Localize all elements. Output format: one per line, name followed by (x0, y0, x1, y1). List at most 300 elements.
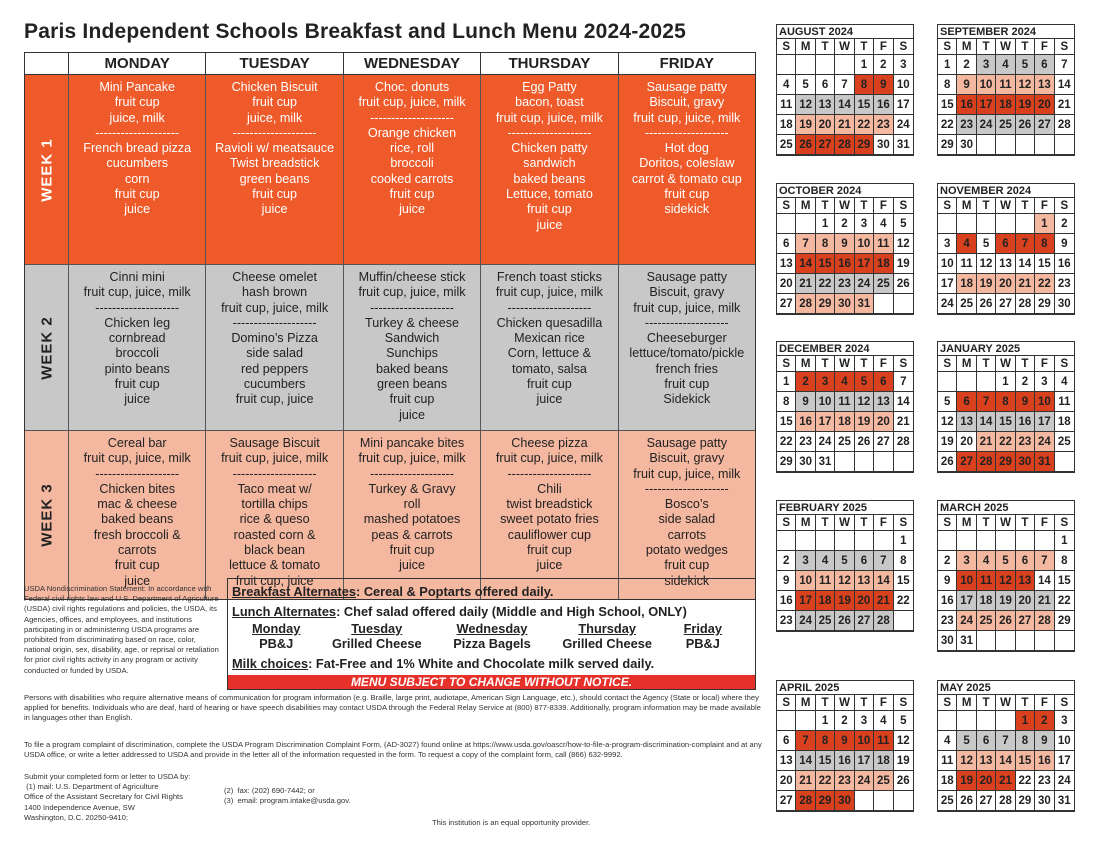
menu-cell (619, 75, 755, 264)
menu-item: fruit cup, juice, milk (83, 451, 191, 466)
calendar-day (816, 531, 835, 551)
month-name: APRIL 2025 (777, 681, 913, 695)
menu-item: juice (261, 202, 288, 217)
month-grid (938, 695, 1074, 811)
menu-item: mashed potatoes (363, 512, 461, 527)
menu-item: rice & queso (239, 512, 310, 527)
week-label (25, 75, 69, 264)
alt-day-friday (684, 621, 722, 651)
weekday-header: T (977, 695, 996, 711)
menu-item: fruit cup, juice, milk (495, 110, 603, 125)
submit-line: Washington, D.C. 20250-9410; (24, 812, 128, 822)
week-label-text: WEEK 2 (38, 315, 55, 380)
calendar-day: 29 (1055, 611, 1074, 631)
calendar-day: 27 (777, 294, 796, 314)
calendar-day: 11 (996, 75, 1015, 95)
calendar-day: 18 (874, 254, 893, 274)
calendar-day: 23 (1035, 771, 1054, 791)
menu-item: Sausage patty (646, 80, 728, 94)
menu-item: Choc. donuts (374, 80, 450, 94)
weekday-header: W (996, 356, 1015, 372)
calendar-day: 8 (816, 234, 835, 254)
weekday-header: S (777, 695, 796, 711)
calendar-day: 30 (1055, 294, 1074, 314)
milk-choices (232, 656, 654, 671)
calendar-day: 21 (796, 274, 815, 294)
month-calendar (937, 183, 1075, 315)
menu-item: fruit cup, juice, milk (633, 300, 741, 315)
calendar-day: 2 (957, 55, 976, 75)
weekday-header: T (1016, 39, 1035, 55)
calendar-day: 11 (874, 234, 893, 254)
menu-item: fruit cup (389, 392, 435, 407)
calendar-day: 10 (796, 571, 815, 591)
calendar-day: 5 (855, 372, 874, 392)
month-name: JANUARY 2025 (938, 342, 1074, 356)
calendar-day: 18 (835, 412, 854, 432)
menu-item: Cheeseburger (646, 331, 727, 346)
menu-item: side salad (658, 512, 716, 527)
menu-item: lettuce/tomato/pickle (629, 346, 745, 361)
menu-item: Taco meat w/ (237, 481, 312, 496)
weekday-header: T (977, 515, 996, 531)
calendar-day: 2 (938, 551, 957, 571)
menu-item: Muffin/cheese stick (358, 270, 466, 284)
calendar-day: 10 (855, 731, 874, 751)
weekday-header: S (894, 198, 913, 214)
usda-nondiscrimination-statement: USDA Nondiscrimination Statement: In accordance with Federal civil rights law and U.S. Department of Agriculture (USDA) civil rights regulations and policies, the USDA, its Agencies, offices, and employees, and institutions participating in or administering USDA programs are prohibited from discriminating based on race, color, national origin, sex, disability, age, or reprisal or retaliation for prior civil rights activity in any program or activity conducted or funded by USDA. (24, 584, 219, 675)
weekday-header: W (835, 695, 854, 711)
alt-day-tuesday (332, 621, 422, 651)
page-title: Paris Independent Schools Breakfast and Lunch Menu 2024-2025 (24, 20, 687, 43)
weekday-header: T (816, 39, 835, 55)
weekday-header: T (977, 39, 996, 55)
menu-item: Orange chicken (367, 125, 457, 140)
calendar-day: 25 (835, 432, 854, 452)
weekday-header: M (796, 356, 815, 372)
menu-item: -------------------- (370, 110, 454, 125)
calendar-day: 18 (816, 591, 835, 611)
calendar-day: 31 (1035, 452, 1054, 472)
calendar-day (1055, 452, 1074, 472)
calendar-day: 27 (957, 452, 976, 472)
calendar-day: 15 (996, 412, 1015, 432)
calendar-day: 26 (835, 611, 854, 631)
month-name: FEBRUARY 2025 (777, 501, 913, 515)
calendar-day: 7 (835, 75, 854, 95)
calendar-day: 20 (996, 274, 1015, 294)
calendar-day: 25 (874, 274, 893, 294)
menu-item: sweet potato fries (500, 512, 599, 527)
weekday-header: T (855, 695, 874, 711)
calendar-day: 23 (796, 432, 815, 452)
calendar-day: 7 (874, 551, 893, 571)
calendar-day (977, 214, 996, 234)
calendar-day (957, 214, 976, 234)
menu-item: -------------------- (232, 315, 317, 330)
menu-cell (619, 265, 755, 430)
weekday-header: M (957, 39, 976, 55)
weekday-header: S (777, 515, 796, 531)
week-label-text: WEEK 1 (38, 137, 55, 202)
weekday-header: S (777, 356, 796, 372)
calendar-day: 20 (957, 432, 976, 452)
calendar-day: 21 (796, 771, 815, 791)
calendar-day: 16 (777, 591, 796, 611)
menu-change-notice: MENU SUBJECT TO CHANGE WITHOUT NOTICE. (228, 675, 755, 689)
calendar-day (1055, 631, 1074, 651)
menu-item: -------------------- (507, 300, 592, 315)
submit-line: 1400 Independence Avenue, SW (24, 802, 135, 812)
menu-item: fruit cup (252, 187, 298, 202)
menu-item: peas & carrots (371, 527, 453, 542)
week-label (25, 265, 69, 430)
calendar-day: 4 (835, 372, 854, 392)
menu-item: -------------------- (644, 481, 729, 496)
menu-item: roasted corn & (233, 527, 316, 542)
weekday-header: T (1016, 695, 1035, 711)
calendar-day: 26 (855, 432, 874, 452)
calendar-day (855, 791, 874, 811)
calendar-day: 21 (874, 591, 893, 611)
calendar-day: 3 (855, 214, 874, 234)
month-calendar (776, 24, 914, 156)
weekday-header: S (938, 515, 957, 531)
calendar-day: 6 (957, 392, 976, 412)
menu-item: juice, milk (246, 110, 303, 125)
month-grid (938, 39, 1074, 155)
calendar-day: 12 (938, 412, 957, 432)
calendar-day: 20 (855, 591, 874, 611)
calendar-day: 19 (894, 751, 913, 771)
alt-day-name: Thursday (578, 621, 636, 636)
calendar-day: 15 (816, 751, 835, 771)
lunch-alternates-label: Lunch Alternates (232, 604, 337, 619)
calendar-day: 23 (1016, 432, 1035, 452)
month-name: MARCH 2025 (938, 501, 1074, 515)
calendar-day: 28 (835, 135, 854, 155)
calendar-day: 14 (796, 254, 815, 274)
calendar-day: 20 (777, 274, 796, 294)
calendar-day (996, 135, 1015, 155)
calendar-day: 24 (796, 611, 815, 631)
weekday-header: F (874, 39, 893, 55)
calendar-day: 6 (996, 234, 1015, 254)
weekday-header: W (835, 356, 854, 372)
calendar-day: 31 (894, 135, 913, 155)
calendar-day: 27 (977, 791, 996, 811)
calendar-day: 25 (938, 791, 957, 811)
calendar-day: 6 (874, 372, 893, 392)
calendar-day: 6 (855, 551, 874, 571)
menu-item: black bean (244, 543, 306, 558)
menu-item: fruit cup, juice, milk (495, 285, 603, 300)
weekday-header: S (938, 39, 957, 55)
menu-item: fruit cup, juice, milk (633, 466, 741, 481)
menu-item: fruit cup, juice (235, 573, 314, 588)
email-line: (3) email: program.intake@usda.gov. (224, 796, 351, 806)
menu-item: juice (536, 392, 563, 407)
menu-item: Sausage patty (646, 270, 728, 284)
calendar-day (796, 531, 815, 551)
calendar-day: 27 (996, 294, 1015, 314)
alt-day-item: PB&J (259, 636, 294, 651)
calendar-day: 31 (957, 631, 976, 651)
menu-header-corner (25, 53, 69, 74)
calendar-day: 29 (816, 294, 835, 314)
calendar-day: 13 (777, 751, 796, 771)
calendar-day: 26 (894, 274, 913, 294)
weekday-header: F (874, 695, 893, 711)
menu-item: French toast sticks (496, 270, 602, 284)
menu-item: twist breadstick (506, 497, 593, 512)
menu-item: Chicken Biscuit (231, 80, 318, 94)
calendar-day: 14 (796, 751, 815, 771)
calendar-day (874, 791, 893, 811)
calendar-day: 21 (1016, 274, 1035, 294)
calendar-day (894, 294, 913, 314)
menu-item: Sunchips (386, 346, 438, 361)
weekday-header: T (1016, 356, 1035, 372)
calendar-day: 4 (1055, 372, 1074, 392)
month-grid (777, 198, 913, 314)
calendar-day: 13 (1016, 571, 1035, 591)
calendar-day: 13 (977, 751, 996, 771)
menu-item: cucumbers (106, 156, 168, 171)
calendar-day: 3 (796, 551, 815, 571)
calendar-day: 24 (855, 274, 874, 294)
calendar-day: 26 (894, 771, 913, 791)
calendar-day (938, 531, 957, 551)
calendar-day: 4 (977, 551, 996, 571)
menu-item: -------------------- (370, 300, 454, 315)
month-grid (938, 198, 1074, 314)
calendar-day: 1 (816, 214, 835, 234)
calendar-day: 1 (1035, 214, 1054, 234)
calendar-day: 28 (894, 432, 913, 452)
calendar-day: 1 (816, 711, 835, 731)
calendar-day: 23 (938, 611, 957, 631)
menu-item: -------------------- (232, 466, 317, 481)
menu-item: side salad (246, 346, 303, 361)
submit-instructions (24, 772, 234, 823)
calendar-day (894, 452, 913, 472)
menu-item: Corn, lettuce & (507, 346, 592, 361)
month-name: OCTOBER 2024 (777, 184, 913, 198)
month-grid (777, 39, 913, 155)
menu-item: roll (403, 497, 421, 512)
menu-item: fruit cup (664, 187, 710, 202)
calendar-day: 12 (855, 392, 874, 412)
menu-item: rice, roll (389, 141, 435, 156)
weekday-header: F (1035, 515, 1054, 531)
calendar-day: 31 (855, 294, 874, 314)
menu-item: fruit cup (114, 95, 160, 110)
calendar-day: 14 (835, 95, 854, 115)
weekday-header: W (996, 198, 1015, 214)
menu-item: fresh broccoli & (93, 527, 181, 542)
calendar-day: 20 (874, 412, 893, 432)
menu-item: Sandwich (384, 331, 440, 346)
menu-cell (344, 265, 481, 430)
menu-item: -------------------- (232, 125, 317, 140)
calendar-day: 15 (855, 95, 874, 115)
alt-day-item: PB&J (685, 636, 720, 651)
menu-item: Sausage Biscuit (229, 436, 320, 450)
calendar-day: 10 (816, 392, 835, 412)
calendar-day: 6 (977, 731, 996, 751)
calendar-day: 10 (977, 75, 996, 95)
menu-item: fruit cup (252, 95, 298, 110)
weekday-header: S (894, 515, 913, 531)
weekday-header: M (796, 515, 815, 531)
calendar-day (996, 531, 1015, 551)
lunch-alternates (232, 604, 687, 619)
menu-item: Sidekick (663, 392, 711, 407)
calendar-day: 5 (996, 551, 1015, 571)
calendar-day: 24 (1035, 432, 1054, 452)
calendar-day: 21 (1035, 591, 1054, 611)
weekday-header: S (1055, 356, 1074, 372)
menu-item: fruit cup (389, 187, 435, 202)
weekday-header: T (1016, 198, 1035, 214)
calendar-day: 18 (1055, 412, 1074, 432)
calendar-day: 17 (796, 591, 815, 611)
calendar-day (1016, 214, 1035, 234)
calendar-day: 16 (1035, 751, 1054, 771)
calendar-day: 20 (1016, 591, 1035, 611)
menu-item: cucumbers (243, 377, 306, 392)
calendar-day (796, 214, 815, 234)
calendar-day: 22 (816, 771, 835, 791)
calendar-day: 26 (977, 294, 996, 314)
menu-item: -------------------- (370, 466, 454, 481)
calendar-day: 24 (957, 611, 976, 631)
calendar-day: 2 (835, 711, 854, 731)
calendar-day: 9 (1016, 392, 1035, 412)
calendar-day: 28 (1016, 294, 1035, 314)
menu-item: fruit cup (389, 543, 435, 558)
calendar-day: 9 (1055, 234, 1074, 254)
calendar-day: 24 (855, 771, 874, 791)
calendar-day (1016, 531, 1035, 551)
calendar-day: 1 (777, 372, 796, 392)
calendar-day: 1 (855, 55, 874, 75)
menu-item: broccoli (115, 346, 159, 361)
calendar-day: 16 (1055, 254, 1074, 274)
calendar-day: 10 (1055, 731, 1074, 751)
calendar-day: 28 (996, 791, 1015, 811)
calendar-day: 3 (894, 55, 913, 75)
weekday-header: W (835, 515, 854, 531)
weekday-header: T (855, 198, 874, 214)
calendar-day: 30 (835, 294, 854, 314)
menu-item: corn (124, 171, 150, 186)
calendar-day: 25 (1055, 432, 1074, 452)
calendar-day: 12 (796, 95, 815, 115)
calendar-day: 12 (1016, 75, 1035, 95)
menu-item: fruit cup, juice, milk (358, 451, 466, 466)
menu-item: -------------------- (644, 125, 729, 140)
menu-item: juice (124, 392, 151, 407)
calendar-day: 16 (938, 591, 957, 611)
menu-item: lettuce & tomato (229, 558, 321, 573)
calendar-day: 14 (996, 751, 1015, 771)
menu-item: fruit cup, juice, milk (633, 110, 741, 125)
weekday-header: M (796, 198, 815, 214)
calendar-day: 28 (796, 791, 815, 811)
calendar-day: 13 (957, 412, 976, 432)
calendar-day: 8 (816, 731, 835, 751)
menu-item: french fries (655, 361, 718, 376)
weekday-header: M (957, 356, 976, 372)
weekday-header: S (894, 39, 913, 55)
menu-item: carrots (117, 543, 157, 558)
calendar-day: 25 (977, 611, 996, 631)
menu-cell (69, 265, 206, 430)
calendar-day: 1 (996, 372, 1015, 392)
calendar-day: 11 (816, 571, 835, 591)
menu-item: green beans (377, 377, 448, 392)
menu-item: French bread pizza (83, 141, 192, 156)
calendar-day: 27 (777, 791, 796, 811)
menu-item: -------------------- (95, 125, 180, 140)
menu-item: fruit cup (664, 558, 710, 573)
calendar-day: 17 (894, 95, 913, 115)
month-grid (777, 356, 913, 472)
calendar-day: 3 (938, 234, 957, 254)
menu-item: juice (399, 407, 425, 422)
calendar-day: 3 (1035, 372, 1054, 392)
menu-cell (69, 431, 206, 599)
month-calendar (937, 341, 1075, 473)
menu-item: carrots (667, 527, 707, 542)
menu-item: mac & cheese (97, 497, 178, 512)
alt-day-item: Grilled Cheese (331, 636, 422, 651)
calendar-day: 5 (796, 75, 815, 95)
menu-item: juice (536, 217, 563, 232)
calendar-day: 13 (777, 254, 796, 274)
calendar-day: 3 (1055, 711, 1074, 731)
calendar-day: 25 (816, 611, 835, 631)
calendar-day: 9 (835, 731, 854, 751)
calendar-day: 23 (1055, 274, 1074, 294)
weekday-header: F (1035, 356, 1054, 372)
calendar-day: 28 (1055, 115, 1074, 135)
calendar-day: 26 (796, 135, 815, 155)
calendar-day: 30 (957, 135, 976, 155)
month-name: AUGUST 2024 (777, 25, 913, 39)
calendar-day: 11 (777, 95, 796, 115)
month-grid (938, 356, 1074, 472)
calendar-day: 4 (874, 214, 893, 234)
calendar-day: 7 (894, 372, 913, 392)
calendar-day: 10 (1035, 392, 1054, 412)
calendar-day (816, 55, 835, 75)
menu-item: tomato, salsa (511, 361, 587, 376)
calendar-day: 22 (938, 115, 957, 135)
menu-item: baked beans (375, 361, 449, 376)
weekday-header: T (816, 356, 835, 372)
menu-item: sidekick (664, 573, 710, 588)
calendar-day: 15 (938, 95, 957, 115)
weekday-header: W (996, 515, 1015, 531)
calendar-day: 2 (1035, 711, 1054, 731)
calendar-day: 7 (1035, 551, 1054, 571)
menu-item: fruit cup (527, 377, 572, 392)
calendar-day: 28 (977, 452, 996, 472)
calendar-day: 22 (816, 274, 835, 294)
